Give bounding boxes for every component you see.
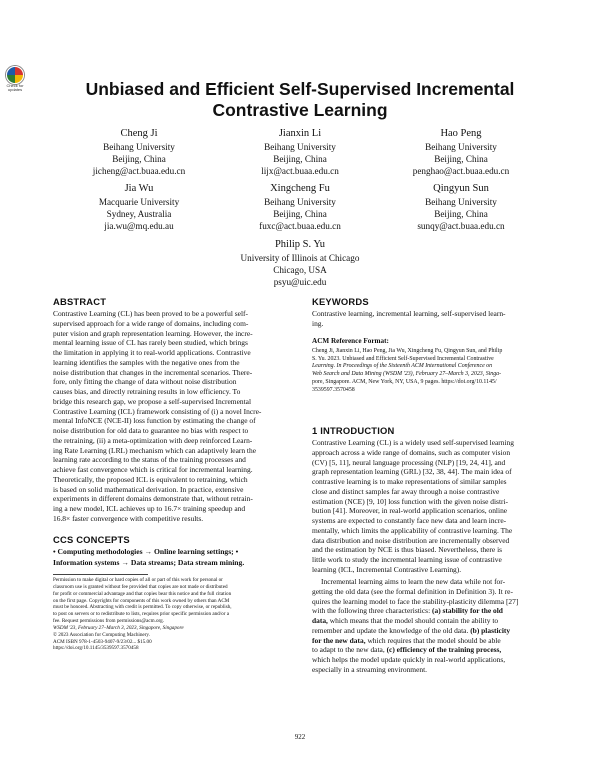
paper-title: Unbiased and Efficient Self-Supervised Incremental Contrastive Learning [85,79,515,120]
text-span: which means that the model should contain the ability to [327,616,499,625]
author-name: Xingcheng Fu [270,183,330,194]
text-line: (CV) [5, 11], neural language processing (NLP) [19, 24, 41], and [312,457,506,467]
text-line: mental InfoNCE (NCE-II) loss function by estimating the change of [53,416,256,426]
text-line: pore, Singapore. ACM, New York, NY, USA, 9 pages. https://doi.org/10.1145/ [312,378,497,385]
text-line: which helps the model update quickly in real-world applications, [312,655,506,664]
text-line: Contrastive learning, incremental learning, self-supervised learn- [312,309,506,318]
text-line: S. Yu. 2023. Unbiased and Efficient Self-Supervised Incremental Contrastive [312,355,494,362]
text-line: close and distinct samples far away through a noise contrastive [312,486,500,496]
text-line: noise distribution for old data to guarantee no bias with respect to [53,426,249,435]
text-line: Incremental learning aims to learn the new data while not for- [321,577,506,586]
author-name: Jianxin Li [278,128,322,139]
ccs-concepts [53,547,298,568]
intro-paragraph-2 [312,577,557,675]
text-line: Learning. In Proceedings of the Sixteenth ACM International Conference on [312,363,493,370]
bold-phrase: for the new data, [312,635,366,645]
text-line: learning identifies the samples with the negative ones from the [53,357,240,367]
text-line: 3539597.3570458 [312,386,355,393]
author-location: Beijing, China [273,154,327,165]
author-location: Chicago, USA [273,265,327,276]
author-name: Philip S. Yu [274,239,326,250]
text-span: with the following three characteristics: [312,606,432,616]
author-affiliation: Macquarie University [98,197,180,207]
text-line: Web Search and Data Mining (WSDM '23), February 27–March 3, 2023, Singa- [312,371,502,378]
author-name: Qingyun Sun [433,183,489,194]
author-affiliation: Beihang University [264,142,336,152]
bold-phrase: (c) efficiency of the training process, [386,645,502,655]
text-line: fee. Request permissions from permissions@acm.org. [53,618,165,625]
text-line: learning rate according to the status of the training processes and [53,455,246,465]
author-email: psyu@uic.edu [273,277,327,288]
author-name: Jia Wu [124,183,154,194]
text-line: Permission to make digital or hard copies of all or part of this work for personal or [53,577,223,583]
text-line: especially in a streaming environment. [312,664,428,674]
text-line: on the first page. Copyrights for components of this work owned by others than ACM [53,597,230,604]
text-line: WSDM '23, February 27–March 3, 2023, Singapore, Singapore [53,624,184,631]
bold-phrase: data, [312,616,328,625]
text-line: noise distribution that changes in the incremental scenarios. There- [53,367,253,377]
author-affiliation: University of Illinois at Chicago [240,253,360,263]
text-line: to post on servers or to redistribute to lists, requires prior specific permission and/or a [53,611,230,618]
text-line: achieve fast convergence which is critical for incremental learning. [53,465,253,474]
text-line: Theoretically, the proposed ICL is equivalent to retraining, which [53,474,248,484]
text-line: for profit or commercial advantage and that copies bear this notice and the full citation [53,590,232,597]
text-span: remember and update the knowledge of the old data. [312,625,471,635]
text-line: ACM ISBN 978-1-4503-9407-9/23/02... $15.00 [53,638,152,645]
text-line: bridge this research gap, we propose a self-supervised Incremental [53,396,252,406]
text-line: Cheng Ji, Jianxin Li, Hao Peng, Jia Wu, Xingcheng Fu, Qingyun Sun, and Philip [312,348,503,354]
permission-block [53,577,298,652]
text-line: classroom use is granted without fee provided that copies are not made or distributed [53,583,228,590]
text-line: the retraining, (ii) a meta-optimization with deep reinforced Learn- [53,435,253,445]
badge-line-1: Check for [6,83,24,88]
text-line: fore, only fitting the change of data without noise distribution [53,377,237,387]
text-line: ing a new model, ICL achieves up to 16.7× training speedup and [53,504,246,513]
page-number: 922 [294,733,306,741]
abstract-text [53,309,298,524]
text-span: to adapt to the new data, [312,645,387,655]
author-name: Hao Peng [440,128,482,139]
text-line: • Computing methodologies → Online learning settings; • [53,547,239,556]
text-line [312,626,557,636]
text-line: puter vision and graph representation learning. However, the incre- [53,328,253,338]
author-email: lijx@act.buaa.edu.cn [261,166,339,177]
author-location: Sydney, Australia [106,209,172,220]
text-line: experiments in different domains demonstrate that, without retrain- [53,494,253,504]
keywords-text [312,309,557,329]
text-line: the limitation in applying it to real-world applications. Contrastive [53,348,251,357]
abstract-heading: ABSTRACT [53,296,107,307]
text-line: mentally, which limits the applicability of contrastive learning. The [312,525,513,535]
text-line: Information systems → Data streams; Data stream mining. [53,557,245,567]
text-line: approach across a wide range of domains, such as computer vision [312,447,511,457]
author-email: penghao@act.buaa.edu.cn [412,166,510,177]
intro-paragraph-1 [312,438,557,575]
text-line: ing Rate Learning (LRL) mechanism which can adaptively learn the [53,445,257,455]
author-email: sunqy@act.buaa.edu.cn [417,221,505,232]
footnote-divider [53,574,148,575]
check-for-updates-badge[interactable] [4,66,26,92]
text-line: little work to study the incremental learning issue of contrastive [312,555,502,564]
author-affiliation: Beihang University [264,197,336,207]
author-location: Beijing, China [273,209,327,220]
author-email: jicheng@act.buaa.edu.cn [92,166,186,177]
text-line: © 2023 Association for Computing Machinery. [53,631,150,638]
author-location: Beijing, China [112,154,166,165]
crossmark-icon [6,66,24,84]
text-line: ing. [312,318,324,328]
text-line: Contrastive Learning (ICL) framework consisting of (i) a novel Incre- [53,406,262,416]
author-affiliation: Beihang University [103,142,175,152]
doi-link[interactable]: https://doi.org/10.1145/3539597.3570458 [53,645,139,652]
bold-phrase: (b) plasticity [470,625,511,635]
author-affiliation: Beihang University [425,142,497,152]
section-heading-introduction: 1 INTRODUCTION [312,425,395,436]
text-line: and the estimation by NCE is thus biased. Nevertheless, there is [312,545,503,555]
text-line [312,606,557,616]
text-line [312,636,557,646]
text-line: bution [41]. Moreover, in real-world application scenarios, online [312,506,508,516]
text-line: data distribution and noise distribution are incrementally observed [312,535,510,545]
text-line: getting the old data (see the formal definition in Definition 3). It re- [312,586,513,596]
text-line [312,645,557,655]
author-location: Beijing, China [434,209,488,220]
text-line: must be honored. Abstracting with credit is permitted. To copy otherwise, or republish, [53,604,232,611]
author-block [366,127,556,178]
ccs-heading: CCS CONCEPTS [53,534,130,545]
bold-phrase: (a) stability for the old [432,606,503,616]
text-line: estimation (NCE) [9, 10] loss function with the given noise distri- [312,496,509,506]
text-line: is based on solid mathematical derivation. In practice, extensive [53,484,244,494]
badge-line-2: updates [7,87,23,92]
text-line: mental learning issue of CL has rarely been studied, which brings [53,338,248,348]
text-line: causes bias, and directly retraining results in low efficiency. To [53,387,241,396]
author-location: Beijing, China [434,154,488,165]
text-line [312,616,557,626]
author-email: fuxc@act.buaa.edu.cn [259,221,341,232]
text-line: contrastive learning is to make representations of similar samples [312,477,507,486]
text-span: which requires that the model should be able [365,635,501,645]
author-block [185,238,415,289]
text-line: Contrastive Learning (CL) has been proved to be a powerful self- [53,309,248,318]
ref-format-text [312,348,557,394]
author-affiliation: Beihang University [425,197,497,207]
text-line: systems are expected to constantly face new data and learn incre- [312,516,507,525]
text-line: Contrastive Learning (CL) is a widely used self-supervised learning [312,438,514,447]
text-line: graph representation learning (GRL) [32, 38, 44]. The main idea of [312,467,512,477]
author-name: Cheng Ji [120,128,158,139]
author-block [366,182,556,233]
ref-format-heading: ACM Reference Format: [312,337,389,345]
author-email: jia.wu@mq.edu.au [104,221,174,232]
keywords-heading: KEYWORDS [312,296,369,307]
text-line: learning (ICL, Incremental Contrastive Learning). [312,564,462,574]
text-line: quires the learning model to face the stability-plasticity dilemma [27] [312,596,519,606]
text-line: 16.8× faster convergence with competitive results. [53,513,204,523]
text-line: supervised approach for a wide range of domains, including com- [53,318,249,328]
